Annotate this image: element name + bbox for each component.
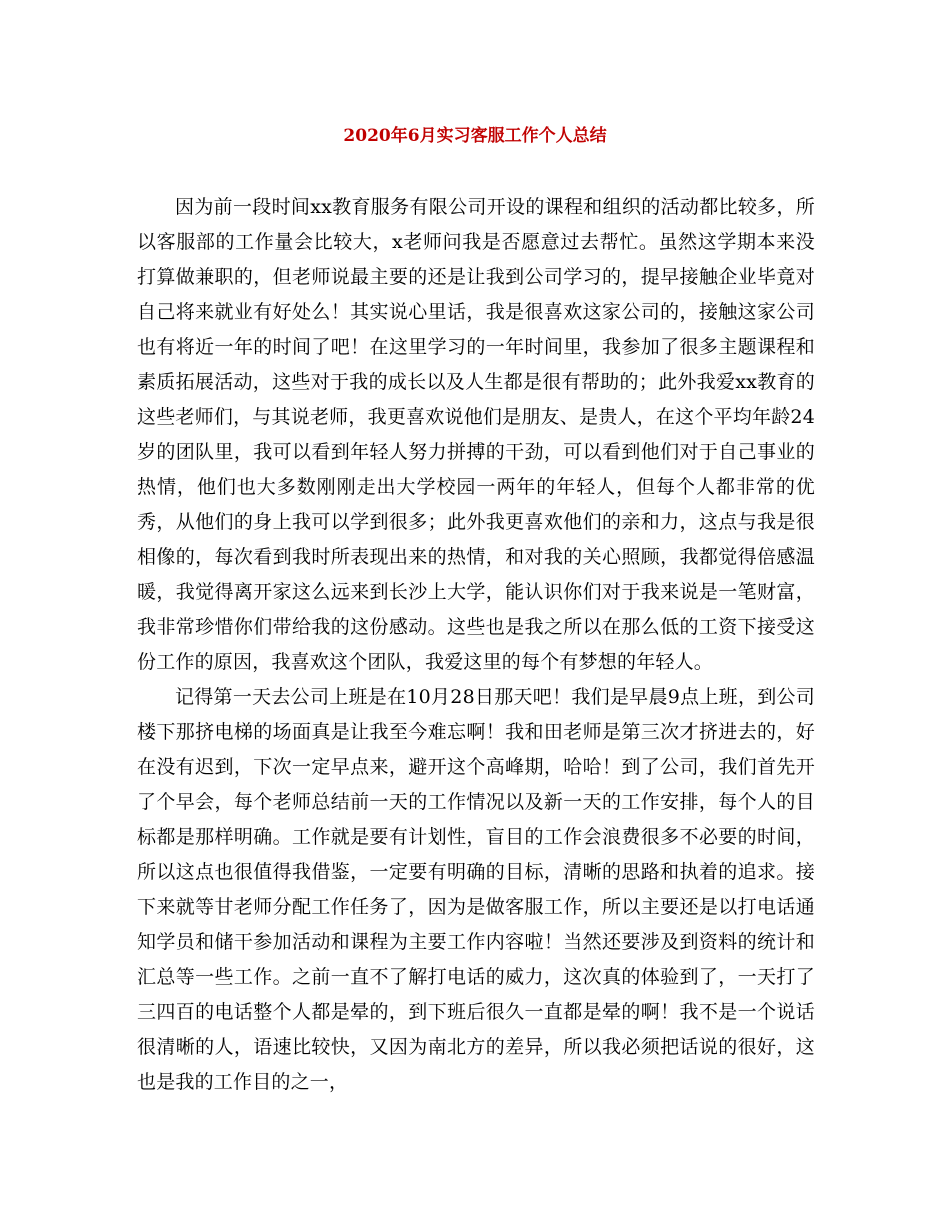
paragraph-2: 记得第一天去公司上班是在10月28日那天吧！我们是早晨9点上班，到公司楼下那挤电梯的场面真是让我至今难忘啊！我和田老师是第三次才挤进去的，好在没有迟到，下次一定早点来，避开这个高峰期，哈哈！到了公司，我们首先开了个早会，每个老师总结前一天的工作情况以及新一天的工作安排，每个人的目标都是那样明确。工作就是要有计划性，盲目的工作会浪费很多不必要的时间，所以这点也很值得我借鉴，一定要有明确的目标，清晰的思路和执着的追求。接下来就等甘老师分配工作任务了，因为是做客服工作，所以主要还是以打电话通知学员和储干参加活动和课程为主要工作内容啦！当然还要涉及到资料的统计和汇总等一些工作。之前一直不了解打电话的威力，这次真的体验到了，一天打了三四百的电话整个人都是晕的，到下班后很久一直都是晕的啊！我不是一个说话很清晰的人，语速比较快，又因为南北方的差异，所以我必须把话说的很好，这也是我的工作目的之一， [137, 686, 815, 1093]
document-title: 2020年6月实习客服工作个人总结 [343, 126, 607, 146]
document-body [137, 190, 815, 1100]
paragraph-1: 因为前一段时间xx教育服务有限公司开设的课程和组织的活动都比较多，所以客服部的工作量会比较大，x老师问我是否愿意过去帮忙。虽然这学期本来没打算做兼职的，但老师说最主要的还是让我到公司学习的，提早接触企业毕竟对自己将来就业有好处么！其实说心里话，我是很喜欢这家公司的，接触这家公司也有将近一年的时间了吧！在这里学习的一年时间里，我参加了很多主题课程和素质拓展活动，这些对于我的成长以及人生都是很有帮助的；此外我爱xx教育的这些老师们，与其说老师，我更喜欢说他们是朋友、是贵人，在这个平均年龄24岁的团队里，我可以看到年轻人努力拼搏的干劲，可以看到他们对于自己事业的热情，他们也大多数刚刚走出大学校园一两年的年轻人，但每个人都非常的优秀，从他们的身上我可以学到很多；此外我更喜欢他们的亲和力，这点与我是很相像的，每次看到我时所表现出来的热情，和对我的关心照顾，我都觉得倍感温暖，我觉得离开家这么远来到长沙上大学，能认识你们对于我来说是一笔财富，我非常珍惜你们带给我的这份感动。这些也是我之所以在那么低的工资下接受这份工作的原因，我喜欢这个团队，我爱这里的每个有梦想的年轻人。 [137, 196, 815, 673]
